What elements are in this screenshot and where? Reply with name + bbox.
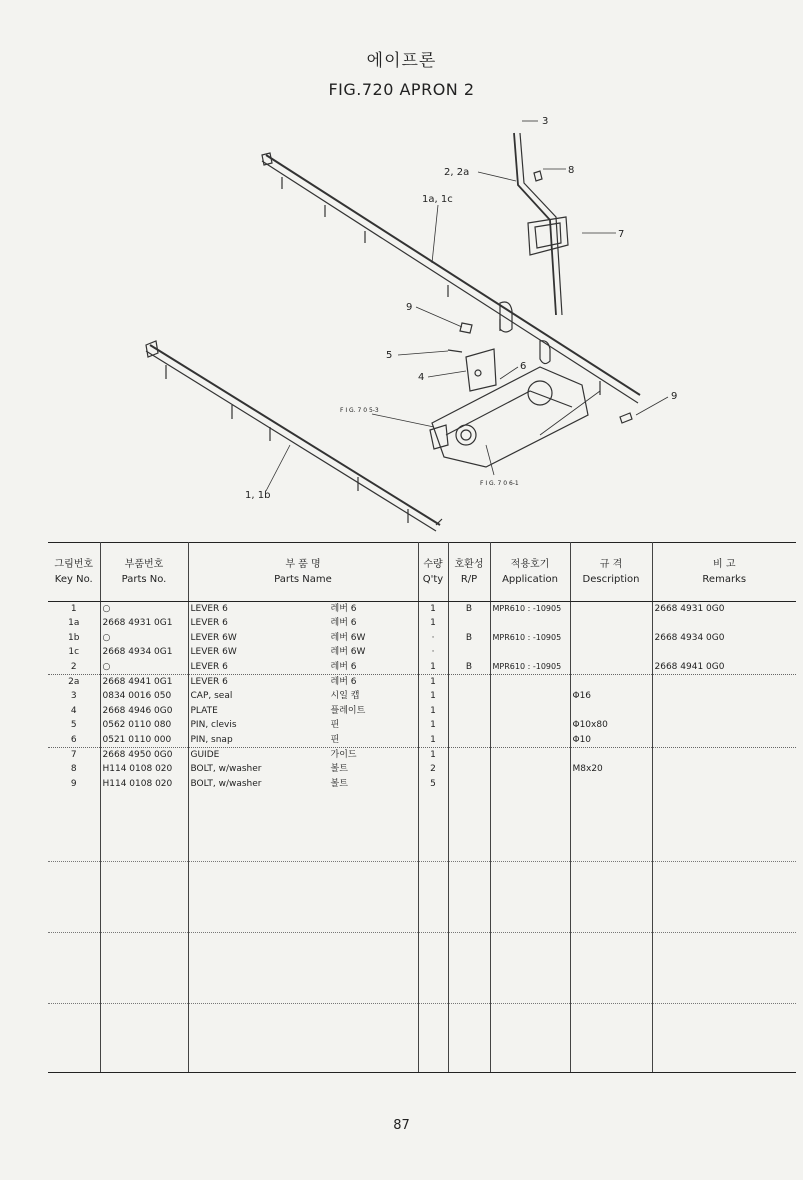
key-cell: 1 [48, 602, 100, 617]
description-cell [570, 777, 652, 791]
application-cell: MPR610 : -10905 [490, 660, 570, 675]
callout-6: 6 [520, 361, 527, 372]
description-cell: Φ10 [570, 733, 652, 748]
remarks-cell [652, 675, 796, 690]
part-name-cell: GUIDE 가이드 [188, 748, 418, 763]
rp-cell [448, 689, 490, 703]
table-header-row [48, 543, 796, 602]
callout-1-1b: 1, 1b [245, 490, 271, 501]
application-cell [490, 616, 570, 630]
table-row [48, 748, 796, 763]
empty-row [48, 862, 796, 933]
application-cell [490, 733, 570, 748]
col-rp: 호환성 R/P [448, 543, 490, 602]
empty-row [48, 1004, 796, 1073]
qty-cell: 1 [418, 718, 448, 732]
key-cell: 2a [48, 675, 100, 690]
key-cell: 1b [48, 631, 100, 645]
part-no-cell: 0521 0110 000 [100, 733, 188, 748]
application-cell [490, 675, 570, 690]
col-parts-no: 부품번호 Parts No. [100, 543, 188, 602]
table-row [48, 689, 796, 703]
remarks-cell [652, 689, 796, 703]
col-application: 적용호기 Application [490, 543, 570, 602]
part-name-cell: BOLT, w/washer 볼트 [188, 777, 418, 791]
callout-2-2a: 2, 2a [444, 167, 470, 178]
part-no-cell: 2668 4950 0G0 [100, 748, 188, 763]
application-cell [490, 718, 570, 732]
remarks-cell [652, 748, 796, 763]
callout-fig-705-3: F I G. 7 0 5-3 [340, 407, 379, 414]
qty-cell: · [418, 645, 448, 659]
part-name-cell: PIN, clevis 핀 [188, 718, 418, 732]
page-title-korean: 에이프론 [366, 51, 437, 71]
table-row [48, 660, 796, 675]
description-cell [570, 675, 652, 690]
key-cell: 6 [48, 733, 100, 748]
table-row [48, 718, 796, 732]
qty-cell: 5 [418, 777, 448, 791]
table-row [48, 602, 796, 617]
part-name-cell: PIN, snap 핀 [188, 733, 418, 748]
key-cell: 7 [48, 748, 100, 763]
part-name-cell: LEVER 6W 레버 6W [188, 645, 418, 659]
part-no-cell: H114 0108 020 [100, 762, 188, 776]
empty-row [48, 791, 796, 862]
part-no-cell: 2668 4934 0G1 [100, 645, 188, 659]
description-cell: Φ16 [570, 689, 652, 703]
remarks-cell [652, 762, 796, 776]
part-no-cell: 2668 4946 0G0 [100, 704, 188, 718]
parts-table [48, 542, 796, 1073]
application-cell: MPR610 : -10905 [490, 631, 570, 645]
remarks-cell [652, 616, 796, 630]
key-cell: 1a [48, 616, 100, 630]
qty-cell: 1 [418, 689, 448, 703]
col-key-no: 그림번호 Key No. [48, 543, 100, 602]
qty-cell: · [418, 631, 448, 645]
rp-cell [448, 718, 490, 732]
application-cell [490, 645, 570, 659]
description-cell [570, 631, 652, 645]
part-no-cell: 2668 4941 0G1 [100, 675, 188, 690]
callout-1a-1c: 1a, 1c [422, 194, 453, 205]
application-cell [490, 704, 570, 718]
remarks-cell [652, 718, 796, 732]
callout-9-left: 9 [406, 302, 413, 313]
col-parts-name: 부 품 명 Parts Name [188, 543, 418, 602]
description-cell [570, 645, 652, 659]
part-no-cell: 2668 4931 0G1 [100, 616, 188, 630]
qty-cell: 2 [418, 762, 448, 776]
key-cell: 2 [48, 660, 100, 675]
part-no-cell: 0834 0016 050 [100, 689, 188, 703]
rp-cell [448, 748, 490, 763]
part-no-cell: ○ [100, 631, 188, 645]
application-cell [490, 762, 570, 776]
description-cell: M8x20 [570, 762, 652, 776]
remarks-cell: 2668 4934 0G0 [654, 632, 725, 643]
rp-cell [448, 675, 490, 690]
application-cell [490, 748, 570, 763]
col-description: 규 격 Description [570, 543, 652, 602]
qty-cell: 1 [418, 660, 448, 675]
part-name-cell: LEVER 6 레버 6 [188, 602, 418, 617]
part-name-cell: CAP, seal 시일 캡 [188, 689, 418, 703]
qty-cell: 1 [418, 748, 448, 763]
rp-cell [448, 733, 490, 748]
callout-fig-706-1: F I G. 7 0 6-1 [480, 480, 519, 487]
rp-cell: B [448, 660, 490, 675]
callout-5: 5 [386, 350, 393, 361]
callout-7: 7 [618, 229, 625, 240]
part-name-cell: LEVER 6W 레버 6W [188, 631, 418, 645]
part-no-cell: 0562 0110 080 [100, 718, 188, 732]
col-remarks: 비 고 Remarks [652, 543, 796, 602]
callout-4: 4 [418, 372, 425, 383]
table-row [48, 704, 796, 718]
rp-cell [448, 616, 490, 630]
description-cell [570, 704, 652, 718]
figure-title: FIG.720 APRON 2 [328, 80, 475, 99]
callout-8: 8 [568, 165, 575, 176]
key-cell: 3 [48, 689, 100, 703]
callout-3: 3 [542, 116, 549, 127]
qty-cell: 1 [418, 675, 448, 690]
description-cell [570, 602, 652, 617]
application-cell [490, 689, 570, 703]
description-cell [570, 660, 652, 675]
callout-9-right: 9 [671, 391, 678, 402]
part-name-cell: LEVER 6 레버 6 [188, 616, 418, 630]
table-row [48, 675, 796, 690]
rp-cell [448, 762, 490, 776]
key-cell: 1c [48, 645, 100, 659]
description-cell [570, 748, 652, 763]
part-name-cell: BOLT, w/washer 볼트 [188, 762, 418, 776]
rp-cell [448, 777, 490, 791]
key-cell: 9 [48, 777, 100, 791]
qty-cell: 1 [418, 704, 448, 718]
rp-cell [448, 645, 490, 659]
remarks-cell [652, 645, 796, 659]
parts-diagram [0, 105, 803, 540]
page-number: 87 [393, 1118, 410, 1133]
description-cell: Φ10x80 [570, 718, 652, 732]
rp-cell: B [448, 602, 490, 617]
description-cell [570, 616, 652, 630]
table-row [48, 777, 796, 791]
empty-row [48, 933, 796, 1004]
col-qty: 수량 Q'ty [418, 543, 448, 602]
rp-cell [448, 704, 490, 718]
part-name-cell: LEVER 6 레버 6 [188, 675, 418, 690]
remarks-cell: 2668 4941 0G0 [652, 660, 796, 675]
table-row [48, 631, 796, 645]
part-name-cell: PLATE 플레이트 [188, 704, 418, 718]
remarks-cell: 2668 4931 0G0 [654, 604, 725, 614]
key-cell: 5 [48, 718, 100, 732]
part-name-cell: LEVER 6 레버 6 [188, 660, 418, 675]
part-no-cell: H114 0108 020 [100, 777, 188, 791]
key-cell: 8 [48, 762, 100, 776]
table-row [48, 733, 796, 748]
rp-cell: B [448, 631, 490, 645]
remarks-cell [652, 733, 796, 748]
remarks-cell [652, 704, 796, 718]
table-row [48, 762, 796, 776]
remarks-cell [652, 777, 796, 791]
application-cell: MPR610 : -10905 [490, 602, 570, 617]
qty-cell: 1 [418, 616, 448, 630]
qty-cell: 1 [418, 602, 448, 617]
qty-cell: 1 [418, 733, 448, 748]
part-no-cell: ○ [100, 660, 188, 675]
table-row [48, 645, 796, 659]
key-cell: 4 [48, 704, 100, 718]
part-no-cell: ○ [100, 602, 188, 617]
application-cell [490, 777, 570, 791]
table-row [48, 616, 796, 630]
